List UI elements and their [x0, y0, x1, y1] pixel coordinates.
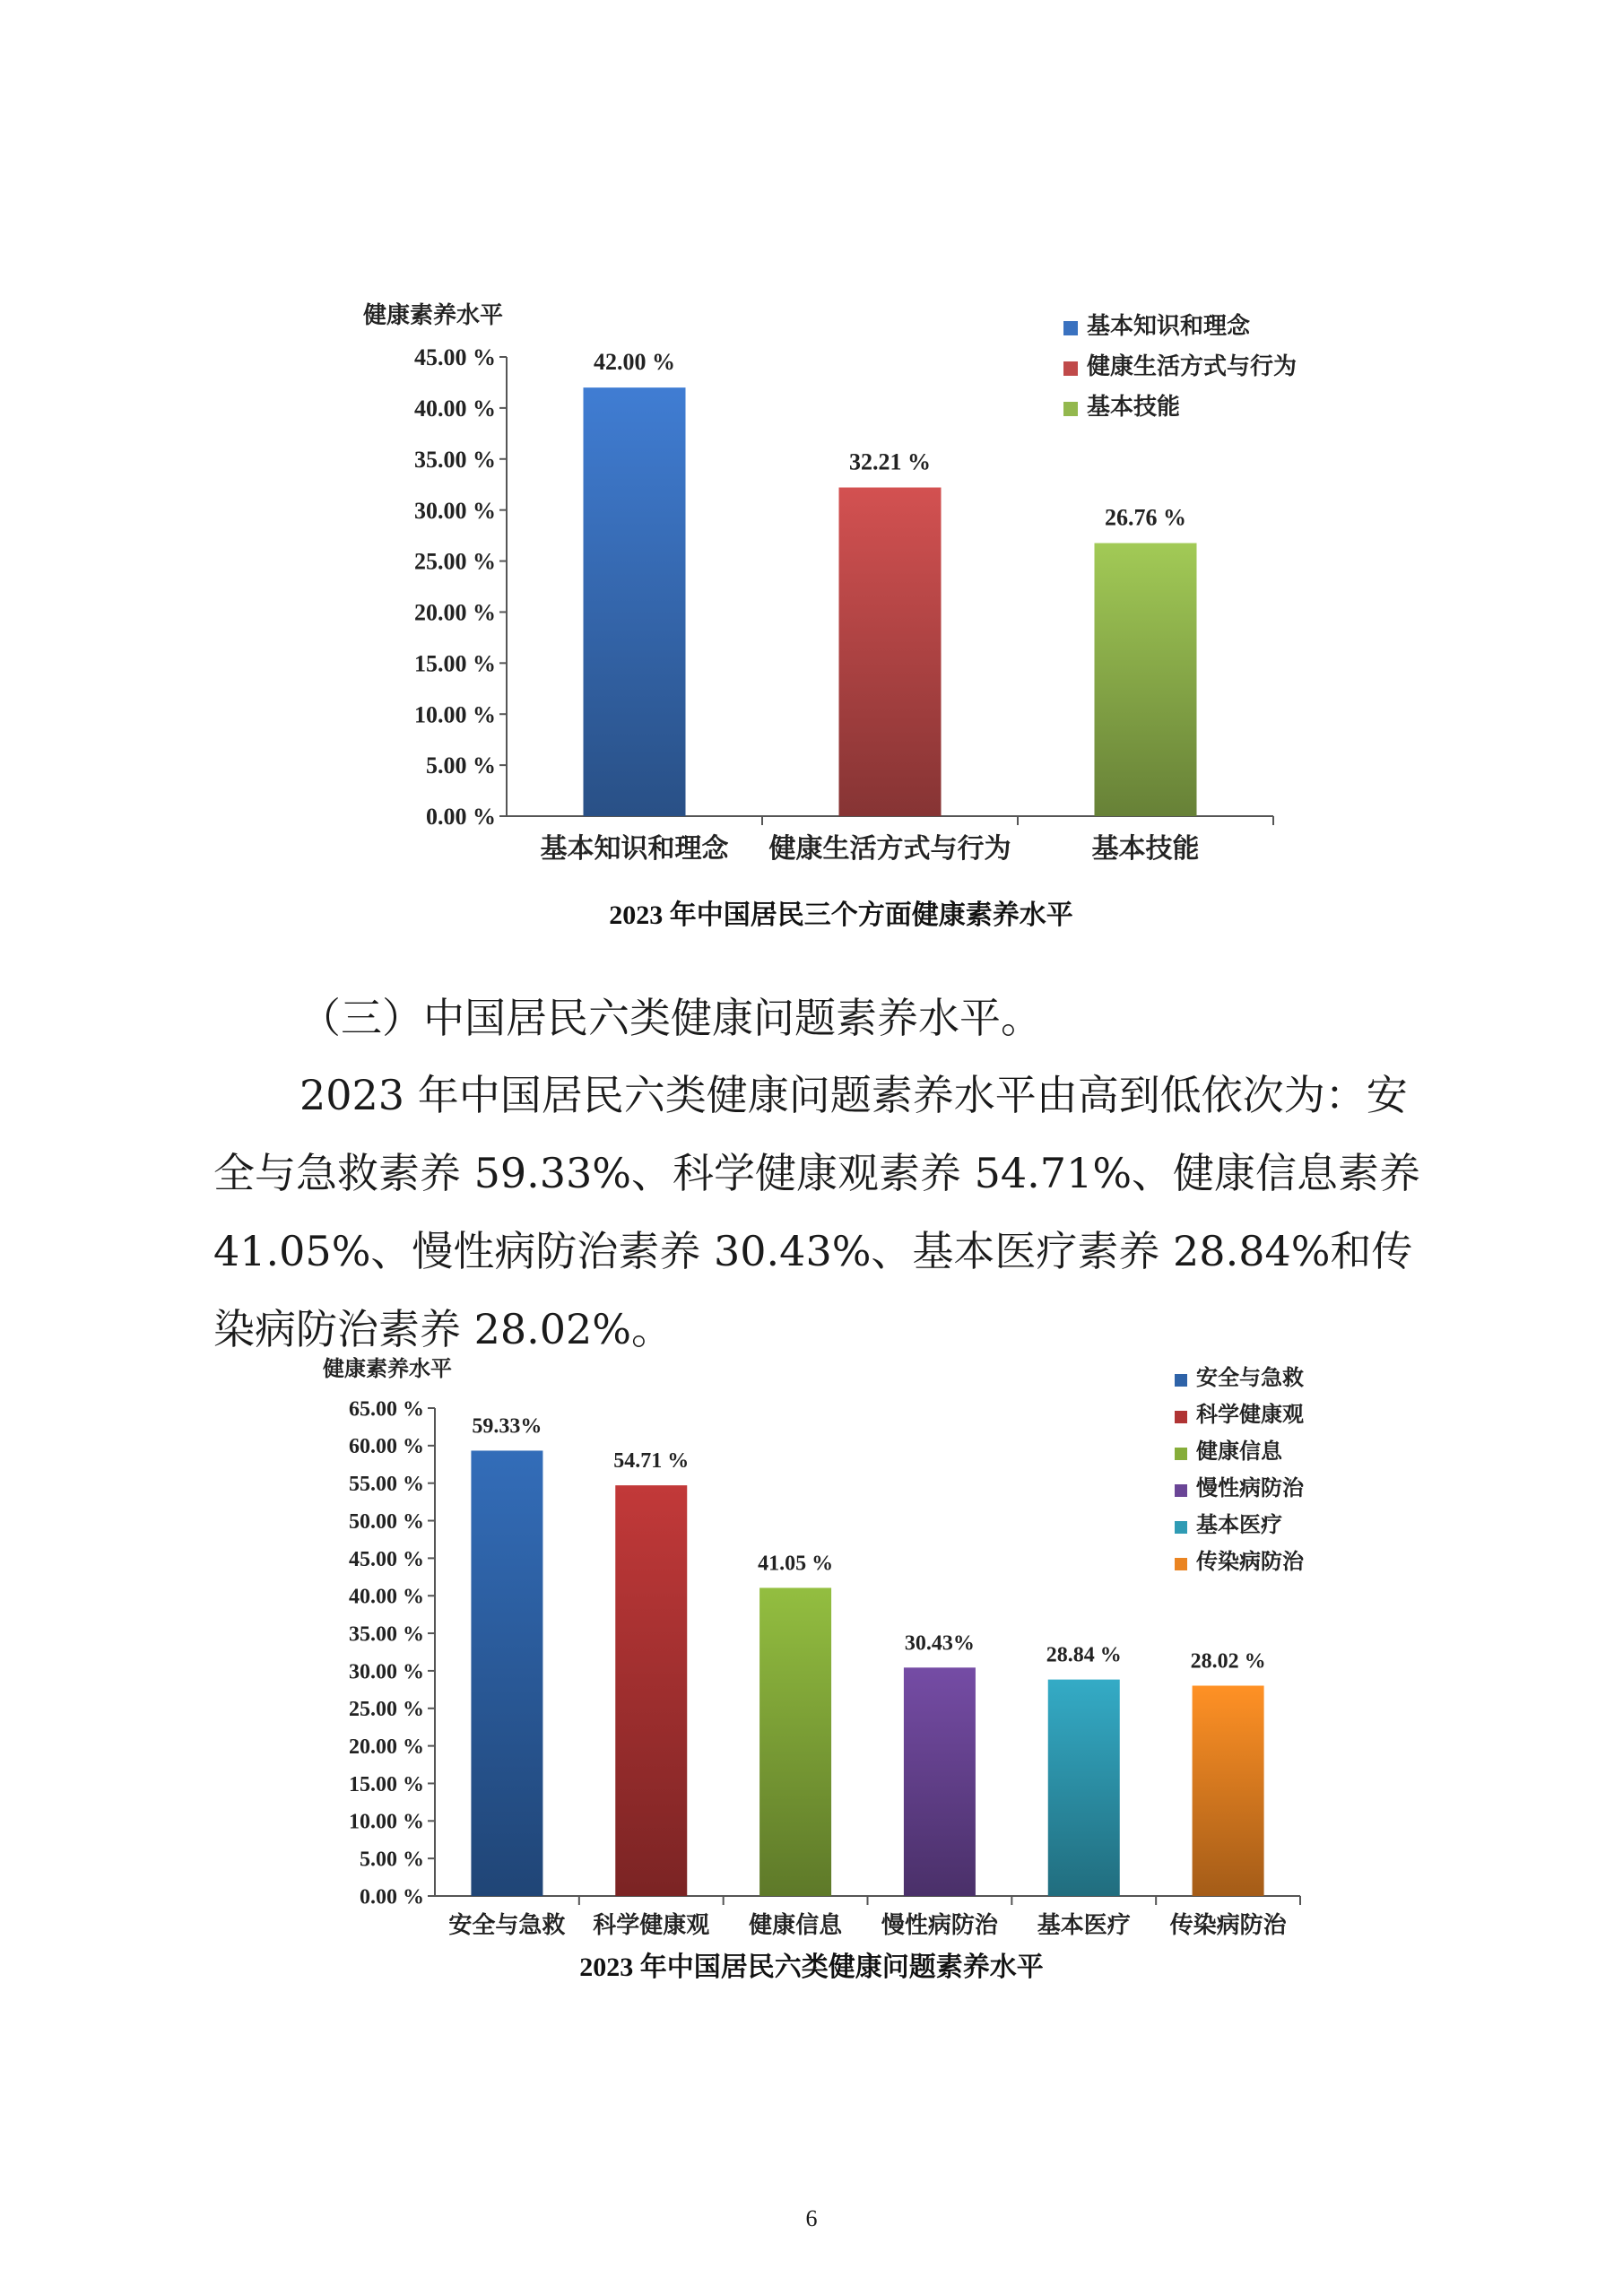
- data-label: 26.76 %: [1105, 504, 1186, 531]
- legend-swatch: [1175, 1558, 1187, 1570]
- bar-3: [759, 1587, 831, 1896]
- x-tick-label: 传染病防治: [1169, 1912, 1287, 1938]
- chart-title: 2023 年中国居民三个方面健康素养水平: [609, 900, 1073, 930]
- legend-label: 基本技能: [1087, 394, 1181, 420]
- x-tick-label: 科学健康观: [593, 1912, 710, 1938]
- x-tick-label: 健康生活方式与行为: [768, 834, 1011, 864]
- legend-swatch: [1175, 1448, 1187, 1460]
- y-tick-label: 5.00 %: [360, 1848, 424, 1872]
- y-tick-label: 30.00 %: [349, 1660, 424, 1684]
- legend-swatch: [1175, 1374, 1187, 1387]
- chart-title: 2023 年中国居民六类健康问题素养水平: [579, 1952, 1044, 1982]
- y-tick-label: 0.00 %: [426, 804, 496, 831]
- body-paragraph: 2023 年中国居民六类健康问题素养水平由高到低依次为：安全与急救素养 59.33%、科学健康观素养 54.71%、健康信息素养 41.05%、慢性病防治素养 30.43%、基本医疗素养 28.84%和传染病防治素养 28.02%。: [213, 1071, 1421, 1353]
- bar-6: [1193, 1685, 1264, 1896]
- legend-label: 科学健康观: [1196, 1404, 1304, 1427]
- legend-label: 慢性病防治: [1196, 1477, 1304, 1500]
- section-heading: （三）中国居民六类健康问题素养水平。: [299, 994, 1042, 1042]
- y-axis-label: 健康素养水平: [363, 302, 504, 328]
- page-number: 6: [805, 2205, 818, 2231]
- bar-2: [615, 1485, 687, 1896]
- legend-label: 安全与急救: [1196, 1367, 1304, 1390]
- y-tick-label: 40.00 %: [414, 395, 496, 422]
- y-tick-label: 10.00 %: [349, 1810, 424, 1834]
- data-label: 59.33%: [472, 1414, 542, 1439]
- y-tick-label: 20.00 %: [414, 599, 496, 626]
- legend-label: 基本医疗: [1196, 1514, 1282, 1537]
- legend-label: 基本知识和理念: [1087, 313, 1251, 339]
- y-tick-label: 35.00 %: [349, 1622, 424, 1647]
- data-label: 30.43%: [904, 1631, 975, 1656]
- y-tick-label: 25.00 %: [414, 548, 496, 575]
- y-tick-label: 15.00 %: [349, 1772, 424, 1796]
- data-label: 32.21 %: [849, 448, 931, 475]
- legend-swatch: [1175, 1484, 1187, 1497]
- legend-swatch: [1175, 1411, 1187, 1423]
- x-tick-label: 基本医疗: [1037, 1912, 1131, 1938]
- data-label: 28.84 %: [1046, 1643, 1122, 1667]
- legend-label: 健康生活方式与行为: [1087, 353, 1298, 379]
- y-axis-label: 健康素养水平: [323, 1358, 452, 1381]
- legend-label: 传染病防治: [1196, 1551, 1304, 1574]
- legend-swatch: [1175, 1521, 1187, 1534]
- bar-5: [1048, 1680, 1120, 1896]
- y-tick-label: 30.00 %: [414, 497, 496, 524]
- x-tick-label: 安全与急救: [448, 1912, 566, 1938]
- data-label: 41.05 %: [758, 1552, 834, 1576]
- y-tick-label: 5.00 %: [426, 752, 496, 779]
- y-tick-label: 45.00 %: [414, 344, 496, 371]
- x-tick-label: 基本知识和理念: [540, 834, 729, 864]
- y-tick-label: 35.00 %: [414, 446, 496, 473]
- y-tick-label: 40.00 %: [349, 1585, 424, 1609]
- y-tick-label: 20.00 %: [349, 1735, 424, 1760]
- bar-1: [471, 1450, 542, 1896]
- bar-4: [904, 1667, 976, 1896]
- legend-label: 健康信息: [1196, 1440, 1282, 1464]
- y-tick-label: 25.00 %: [349, 1698, 424, 1722]
- data-label: 28.02 %: [1190, 1649, 1266, 1674]
- x-tick-label: 慢性病防治: [881, 1912, 998, 1938]
- y-tick-label: 10.00 %: [414, 701, 496, 728]
- y-tick-label: 55.00 %: [349, 1473, 424, 1497]
- y-tick-label: 15.00 %: [414, 650, 496, 677]
- y-tick-label: 60.00 %: [349, 1435, 424, 1459]
- y-tick-label: 65.00 %: [349, 1397, 424, 1422]
- data-label: 54.71 %: [613, 1449, 690, 1474]
- x-tick-label: 基本技能: [1091, 834, 1200, 864]
- y-tick-label: 0.00 %: [360, 1885, 424, 1909]
- x-tick-label: 健康信息: [749, 1912, 843, 1938]
- y-tick-label: 45.00 %: [349, 1547, 424, 1571]
- y-tick-label: 50.00 %: [349, 1509, 424, 1534]
- data-label: 42.00 %: [594, 349, 675, 376]
